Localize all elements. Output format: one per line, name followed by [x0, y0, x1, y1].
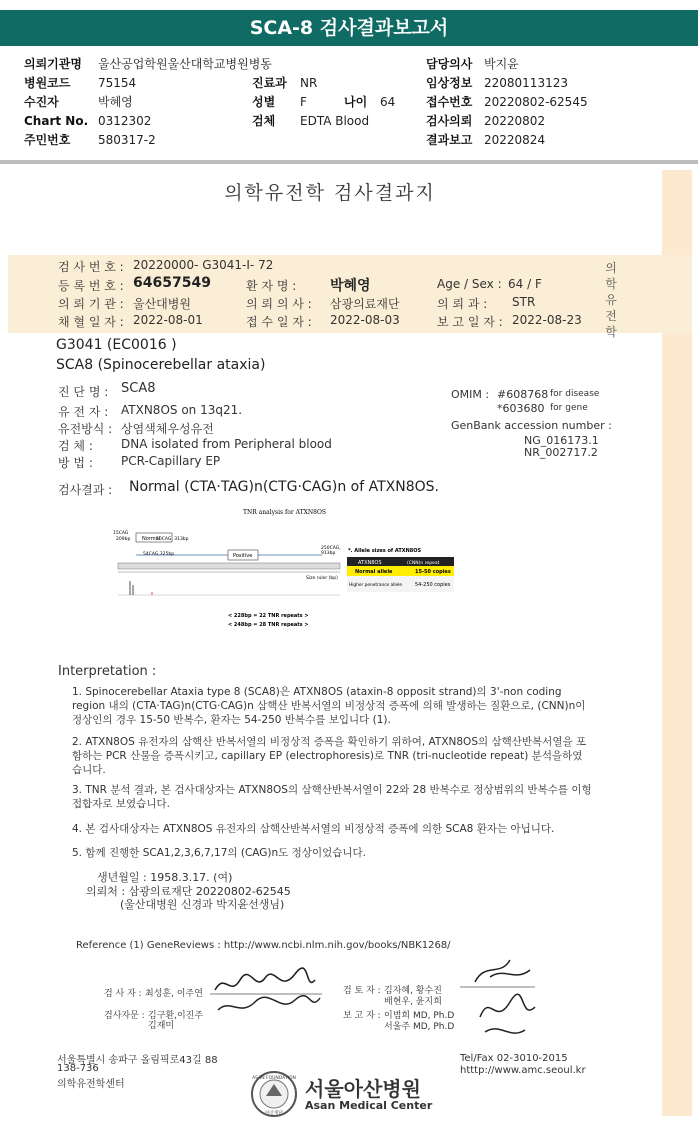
- interpretation-item: 5. 함께 진행한 SCA1,2,3,6,7,17의 (CAG)n도 정상이었습니다.: [72, 847, 366, 859]
- header-value: F: [300, 95, 307, 109]
- test-row-label: 유전방식 :: [58, 422, 113, 436]
- reference: Reference (1) GeneReviews : http://www.ncbi.nlm.nih.gov/books/NBK1268/: [76, 940, 451, 951]
- header-label: 검사의뢰: [426, 114, 473, 128]
- test-row-label: 검 체 :: [58, 439, 93, 453]
- website: htttp://www.amc.seoul.kr: [460, 1065, 586, 1076]
- exam-no: 20220000- G3041-I- 72: [133, 258, 274, 272]
- test-row-value: SCA8: [121, 381, 156, 396]
- hospital-name-en: Asan Medical Center: [305, 1099, 433, 1112]
- doctor-label: 의 뢰 의 사 :: [246, 297, 312, 311]
- interpretation-item: 2. ATXN8OS 유전자의 삼핵산 반복서열의 비정상적 증폭을 확인하기 위하여, ATXN8OS의 삼핵산반복서열을 포함하는 PCR 산물을 증폭시키고, capillary EP (electrophoresis)로 TNR (tri-nucleotide repeat) 분석을하였습니다.: [72, 736, 587, 776]
- side-vertical-label: [603, 260, 619, 340]
- reporter-2: 서울주 MD, Ph.D: [384, 1022, 455, 1032]
- header-divider: [0, 160, 698, 164]
- agesex-value: 64 / F: [508, 277, 542, 291]
- interpretation-item: 4. 본 검사대상자는 ATXN8OS 유전자의 삼핵산반복서열의 비정상적 증폭에 의한 SCA8 환자는 아닙니다.: [72, 823, 555, 835]
- exam-no-label: 검 사 번 호 :: [58, 260, 124, 274]
- omim-disease-note: for disease: [550, 389, 600, 399]
- test-name: SCA8 (Spinocerebellar ataxia): [56, 357, 266, 373]
- header-label: Chart No.: [24, 114, 89, 128]
- figure-ruler-bar: [118, 563, 340, 569]
- header-label: 담당의사: [426, 57, 473, 71]
- allele-table-title: *. Allele sizes of ATXN8OS: [348, 548, 422, 554]
- dept-label: 의 뢰 과 :: [437, 297, 488, 311]
- header-label: 임상정보: [426, 76, 473, 90]
- header-label: 주민번호: [24, 133, 71, 147]
- advisor: 김구환,이진주: [148, 1011, 204, 1021]
- tnr-analysis-figure: [108, 505, 488, 645]
- reviewer-label: 검 토 자 :: [343, 986, 381, 996]
- header-label: 검체: [252, 114, 276, 128]
- figure-label-54cag: 54CAG,325bp: [143, 552, 175, 557]
- address-3: 의학유전학센터: [57, 1079, 125, 1090]
- document-title: 의학유전학 검사결과지: [224, 182, 436, 204]
- header-value: 박지윤: [484, 57, 519, 71]
- test-code: G3041 (EC0016 ): [56, 337, 177, 353]
- requester-detail: (울산대병원 신경과 박지윤선생님): [120, 898, 285, 911]
- header-value: 580317-2: [98, 133, 156, 147]
- figure-label-250cag: 250CAG,: [321, 546, 341, 551]
- omim-disease: #608768: [497, 388, 549, 401]
- interpretation-heading: Interpretation :: [58, 664, 157, 679]
- allele-higher: Higher penetrance allele: [349, 583, 403, 588]
- allele-higher-copies: 54-250 copies: [415, 582, 451, 588]
- interpretation-item: 1. Spinocerebellar Ataxia type 8 (SCA8)은 ATXN8OS (ataxin-8 opposit strand)의 3'-non coding region 내의 (CTA·TAG)n(CTG·CAG)n 삼핵산 반복서열의 비정상적 증폭에 의해 발생하는 질환으로, (CNN)n이 정상인의 경우 15-50 반복수, 환자는 54-250 반복수를 보입니다 (1).: [72, 686, 586, 726]
- asan-foundation-seal: [250, 1070, 298, 1118]
- age-label: 나이: [344, 95, 368, 109]
- result-text: Normal (CTA·TAG)n(CTG·CAG)n of ATXN8OS.: [129, 479, 439, 495]
- figure-size-ruler: Size ruler (bp): [306, 576, 338, 581]
- doctor-value: 삼광의료재단: [330, 297, 400, 311]
- header-value: 울산공업학원울산대학교병원병동: [98, 57, 272, 71]
- header-value: 박혜영: [98, 95, 133, 109]
- advisor-2: 김재미: [148, 1021, 175, 1031]
- receive-date: 2022-08-03: [330, 313, 400, 327]
- side-char: 전: [605, 309, 617, 323]
- header-label: 진료과: [252, 76, 287, 90]
- genbank-1: NG_016173.1: [524, 434, 599, 447]
- reg-no: 64657549: [133, 275, 211, 291]
- birth-date: 생년월일 : 1958.3.17. (여): [97, 871, 233, 884]
- test-row-value: PCR-Capillary EP: [121, 454, 221, 468]
- tel-fax: Tel/Fax 02-3010-2015: [460, 1053, 568, 1064]
- side-char: 학: [605, 325, 617, 339]
- patient-name: 박혜영: [330, 278, 371, 294]
- test-row-value: DNA isolated from Peripheral blood: [121, 437, 332, 451]
- header-mid: [252, 74, 395, 131]
- header-label: 결과보고: [426, 133, 473, 147]
- address-1: 서울특별시 송파구 올림픽로43길 88: [57, 1055, 218, 1066]
- figure-normal-label: Normal: [142, 536, 161, 542]
- requester: 의뢰처 : 삼광의료재단 20220802-62545: [86, 885, 291, 898]
- test-row-label: 유 전 자 :: [58, 405, 109, 419]
- hospital-name-ko: 서울아산병원: [305, 1077, 421, 1101]
- header-value: 20220802-62545: [484, 95, 588, 109]
- test-row-label: 방 법 :: [58, 456, 93, 470]
- test-row-value: 상염색체우성유전: [121, 422, 214, 436]
- omim-gene-note: for gene: [550, 403, 588, 413]
- header-label: 병원코드: [24, 76, 71, 90]
- report-label: 보 고 일 자 :: [437, 315, 503, 329]
- allele-normal: Normal allele: [355, 569, 393, 575]
- reviewer: 김자혜, 황수진: [384, 986, 442, 996]
- report-date: 2022-08-23: [512, 313, 582, 327]
- interpretation-item: 3. TNR 분석 결과, 본 검사대상자는 ATXN8OS의 삼핵산반복서열이 22와 28 반복수로 정상범위의 반복수를 이형접합자로 보였습니다.: [72, 784, 592, 810]
- header-label: 접수번호: [426, 95, 473, 109]
- figure-note-2: < 248bp = 28 TNR repeats >: [228, 622, 309, 628]
- allele-col2: (CNN)n repeat: [407, 561, 440, 566]
- figure-label-209bp: 209bp: [116, 537, 131, 542]
- result-label: 검사결과 :: [58, 483, 113, 497]
- header-value: 22080113123: [484, 76, 568, 90]
- header-value: 0312302: [98, 114, 152, 128]
- header-value: 20220802: [484, 114, 546, 128]
- seal-text-bottom: 아산재단: [265, 1111, 283, 1116]
- allele-col1: ATXN8OS: [358, 560, 382, 566]
- side-char: 학: [605, 277, 617, 291]
- header-value: 20220824: [484, 133, 546, 147]
- side-char: 의: [605, 261, 617, 275]
- header-value: 75154: [98, 76, 137, 90]
- report-title: SCA-8 검사결과보고서: [0, 10, 698, 46]
- tester: 최성훈, 이주연: [145, 989, 203, 999]
- agesex-label: Age / Sex :: [437, 277, 502, 291]
- figure-label-913bp: 913bp: [321, 551, 336, 556]
- collect-date: 2022-08-01: [133, 313, 203, 327]
- reporter-label: 보 고 자 :: [343, 1011, 381, 1021]
- header-value: EDTA Blood: [300, 114, 370, 128]
- reg-no-label: 등 록 번 호 :: [58, 279, 124, 293]
- genbank-2: NR_002717.2: [524, 446, 598, 459]
- dept-value: STR: [512, 295, 536, 309]
- collect-label: 채 혈 일 자 :: [58, 315, 124, 329]
- signature-tester: [210, 962, 325, 1024]
- figure-note-1: < 228bp = 22 TNR repeats >: [228, 613, 309, 619]
- signature-reviewer: [455, 952, 550, 1042]
- header-left: [24, 55, 272, 150]
- org-value: 울산대병원: [133, 297, 191, 311]
- figure-label-15cag: 15CAG: [113, 531, 129, 536]
- figure-positive-label: Positive: [233, 553, 253, 559]
- address-2: 138-736: [57, 1063, 99, 1074]
- header-label: 의뢰기관명: [24, 57, 82, 71]
- age-value: 64: [380, 95, 396, 109]
- omim-label: OMIM :: [451, 388, 490, 401]
- figure-label-50cag: 50CAG, 313bp: [156, 537, 189, 542]
- advisor-label: 검사자문 :: [104, 1011, 145, 1021]
- seal-text-top: ASAN FOUNDATION: [252, 1076, 296, 1081]
- header-right: [426, 55, 588, 150]
- omim-gene: *603680: [497, 402, 545, 415]
- org-label: 의 뢰 기 관 :: [58, 297, 124, 311]
- test-row-value: ATXN8OS on 13q21.: [121, 403, 243, 417]
- test-row-label: 진 단 명 :: [58, 385, 109, 399]
- header-label: 성별: [252, 95, 276, 109]
- reporter: 이범희 MD, Ph.D: [384, 1011, 455, 1021]
- side-char: 유: [605, 293, 617, 307]
- allele-normal-copies: 15-50 copies: [415, 569, 451, 575]
- figure-title: TNR analysis for ATXN8OS: [243, 509, 326, 516]
- tester-label: 검 사 자 :: [104, 989, 142, 999]
- header-label: 수진자: [24, 95, 59, 109]
- header-value: NR: [300, 76, 318, 90]
- patient-label: 환 자 명 :: [246, 279, 297, 293]
- reviewer-2: 배현우, 윤지희: [384, 997, 442, 1007]
- genbank-label: GenBank accession number :: [451, 419, 612, 432]
- receive-label: 접 수 일 자 :: [246, 315, 312, 329]
